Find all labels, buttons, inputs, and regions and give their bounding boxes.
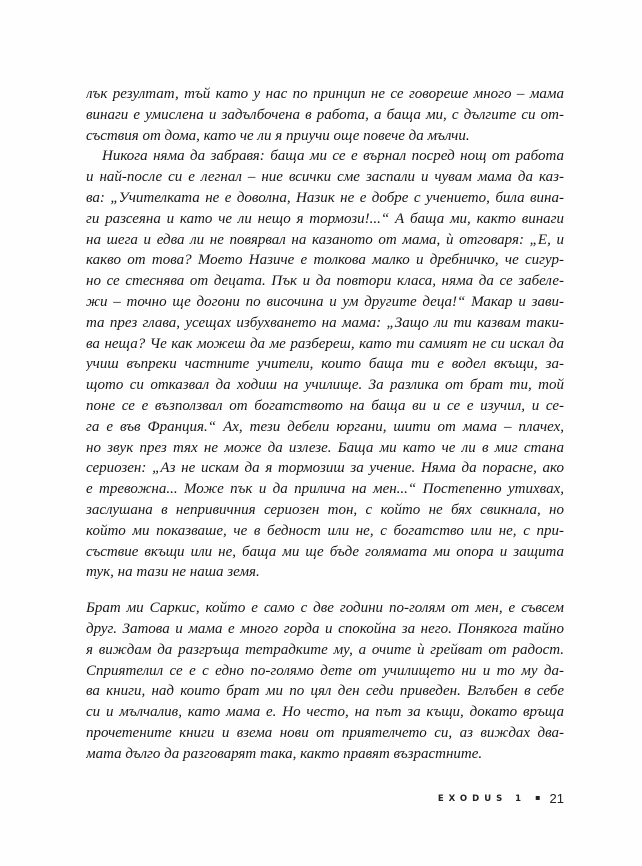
- page-text-block: [86, 84, 564, 765]
- text-line: прочетените книги и взема нови от приятелчето си, аз виждах два-: [86, 724, 564, 741]
- text-line: и най-после си е легнал – ние всички сме заспали и чувам мама да каз-: [86, 169, 564, 186]
- text-line: ги разсеяна и като че ли нещо я тормози!...“ А баща ми, както винаги: [86, 210, 564, 227]
- text-line: но се стеснява от децата. Пък и да повтори класа, няма да се забеле-: [86, 273, 564, 290]
- text-line: жи – точно ще догони по височина и ум другите деца!“ Макар и зави-: [86, 293, 564, 310]
- text-line: лък резултат, тъй като у нас по принцип не се говореше много – мама: [86, 86, 564, 102]
- text-line: друг. Затова и мама е много горда и спокойна за него. Понякога тайно: [86, 620, 564, 637]
- text-line: та през глава, усещах избухването на мама: „Защо ли ти казвам таки-: [86, 314, 564, 331]
- text-line: Брат ми Саркис, който е само с две години по-голям от мен, е съвсем: [86, 600, 564, 617]
- text-line: ва: „Учителката не е доволна, Назик не е добре с учението, била вина-: [86, 189, 564, 206]
- text-line: мата дълго да разговарят така, както правят възрастните.: [86, 745, 483, 762]
- text-line: е тревожна... Може пък и да прилича на мен...“ Постепенно утихвах,: [86, 481, 564, 498]
- text-line: сериозен: „Аз не искам да я тормозиш за учение. Няма да порасне, ако: [86, 460, 564, 477]
- text-line: Сприятелил се е с едно по-голямо дете от училището ни и то му да-: [86, 662, 564, 679]
- text-line: ва книги, над които брат ми по цял ден седи приведен. Вглъбен в себе: [86, 683, 564, 700]
- text-line: поне се е възползвал от богатството на баща ви и се е изучил, и се-: [86, 397, 564, 414]
- text-line: си и мълчалив, като мама е. Но често, на път за къщи, докато връща: [86, 704, 564, 721]
- text-line: щото си отказвал да ходиш на училище. За разлика от брат ти, той: [86, 377, 564, 394]
- text-line: на шега и едва ли не повярвал на казаното от мама, ѝ отговаря: „Е, и: [86, 231, 564, 248]
- text-line: какво от това? Моето Назиче е толкова малко и дребничко, че сигур-: [86, 252, 564, 269]
- text-line: я виждам да разгръща тетрадките му, а очите ѝ грейват от радост.: [86, 641, 564, 658]
- page-footer: [438, 791, 564, 806]
- text-line: ва неща? Че как можеш да ме разбереш, като ти самият не си искал да: [86, 335, 564, 352]
- paragraph: [86, 84, 564, 146]
- text-line: заслушана в непривичния сериозен тон, с който не бях свикнала, но: [86, 501, 564, 518]
- paragraph: [86, 146, 564, 583]
- text-line: га е във Франция.“ Ах, тези дебели юргани, шити от мама – плачех,: [86, 418, 564, 435]
- running-title: EXODUS 1: [437, 793, 527, 804]
- text-line: съствие вкъщи или не, баща ми ще бъде голямата ми опора и защита: [86, 543, 564, 560]
- text-line: съствия от дома, като че ли я приучи още повече да мълчи.: [86, 127, 470, 144]
- footer-bullet-icon: ▪: [535, 792, 541, 802]
- paragraph: [86, 598, 564, 764]
- page-number: 21: [549, 791, 564, 806]
- text-line: Никога няма да забравя: баща ми се е върнал посред нощ от работа: [102, 148, 564, 165]
- text-line: учиш въпреки частните учители, които баща ти е водел вкъщи, за-: [86, 356, 564, 373]
- text-line: тук, на тази не наша земя.: [86, 564, 260, 581]
- text-line: винаги е умислена и задълбочена в работа, а баща ми, с дългите си от-: [86, 106, 564, 123]
- text-line: който ми показваше, че в бедност или не, с богатство или не, с при-: [86, 522, 564, 539]
- text-line: но звук през тях не може да излезе. Баща ми като че ли в миг стана: [86, 439, 564, 456]
